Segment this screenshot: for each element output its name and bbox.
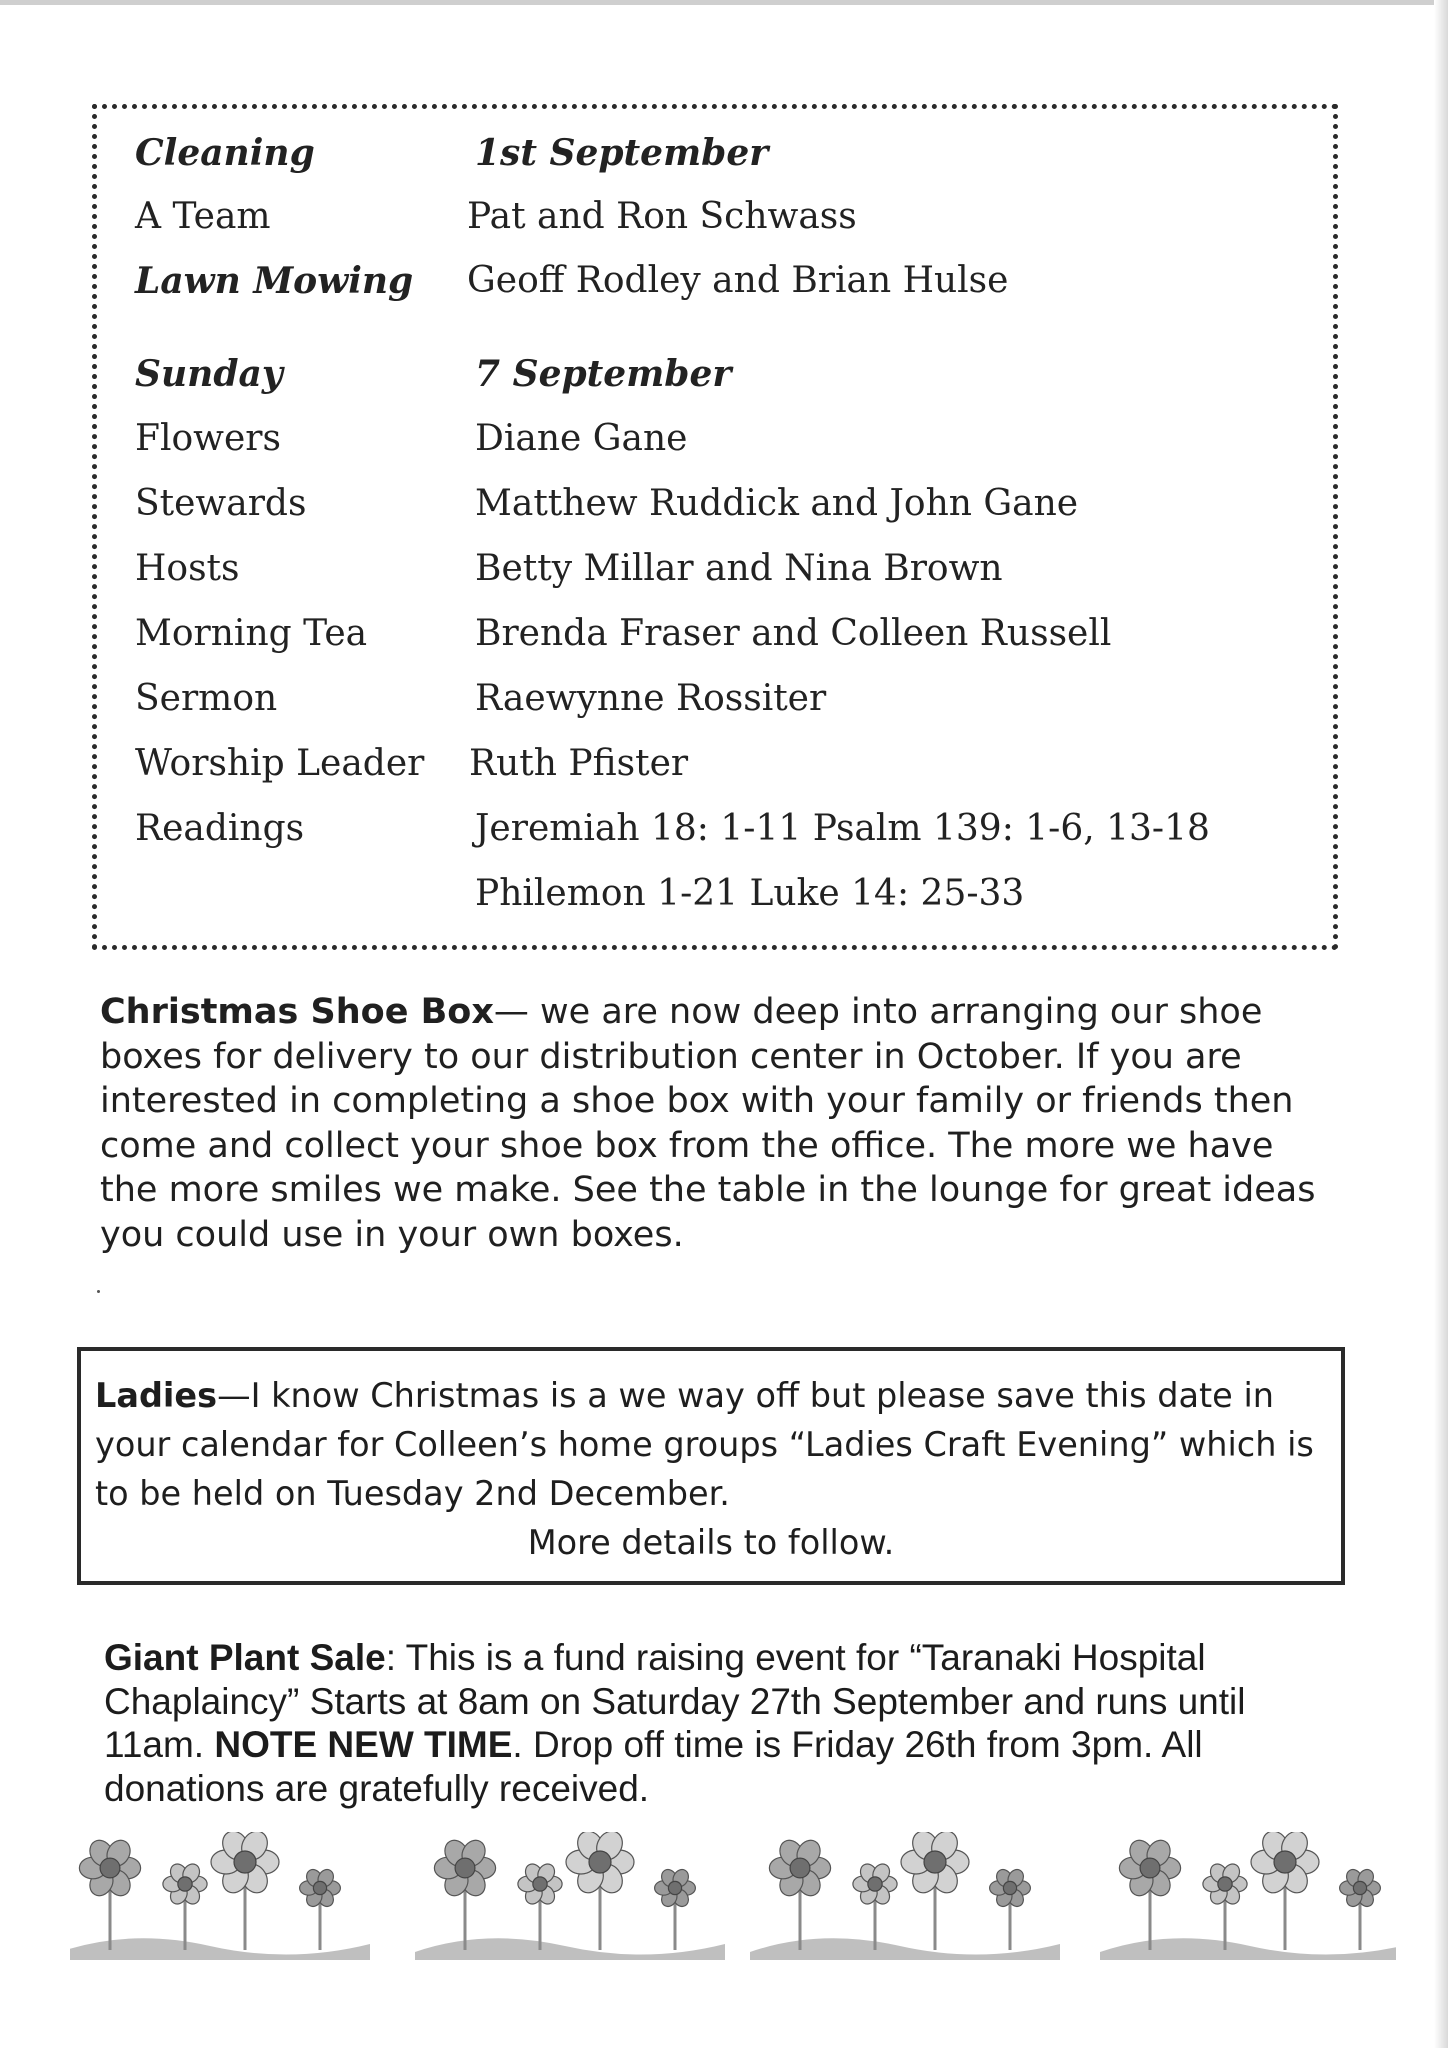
ladies-text: —I know Christmas is a we way off but please save this date in your calendar for Colleen’s home groups “Ladies Craft Evening” which is to be held on Tuesday 2nd December. bbox=[95, 1376, 1314, 1513]
ladies-heading: Ladies bbox=[95, 1376, 218, 1415]
cleaning-date: 1st September bbox=[475, 132, 769, 174]
sunday-label: Sunday bbox=[135, 353, 283, 395]
morning-tea-label: Morning Tea bbox=[135, 613, 368, 654]
plant-sale-heading: Giant Plant Sale bbox=[104, 1637, 386, 1678]
plant-sale-text-2: . Drop off time is Friday 26th from 3pm. All donations are gratefully received. bbox=[104, 1724, 1203, 1809]
a-team-value: Pat and Ron Schwass bbox=[467, 196, 857, 237]
readings-line-1: Jeremiah 18: 1-11 Psalm 139: 1-6, 13-18 bbox=[475, 808, 1210, 849]
readings-label: Readings bbox=[135, 808, 305, 849]
hosts-label: Hosts bbox=[135, 548, 240, 589]
hosts-value: Betty Millar and Nina Brown bbox=[475, 548, 1003, 589]
stewards-label: Stewards bbox=[135, 483, 307, 524]
stewards-value: Matthew Ruddick and John Gane bbox=[475, 483, 1079, 524]
page-right-edge bbox=[1434, 0, 1448, 2048]
ladies-paragraph bbox=[95, 1371, 1327, 1518]
a-team-label: A Team bbox=[135, 196, 271, 237]
sunday-date: 7 September bbox=[475, 353, 732, 395]
cleaning-label: Cleaning bbox=[135, 132, 315, 174]
page-top-edge bbox=[0, 0, 1448, 5]
shoe-box-notice bbox=[100, 990, 1340, 1257]
flower-border-icon bbox=[70, 1832, 1396, 1960]
morning-tea-value: Brenda Fraser and Colleen Russell bbox=[475, 613, 1112, 654]
shoe-box-text: — we are now deep into arranging our shoe boxes for delivery to our distribution center in October. If you are interested in completing a shoe box with your family or friends then come and collect your shoe box from the office. The more we have the more smiles we make. See the table in the lounge for great ideas you could use in your own boxes. bbox=[100, 992, 1316, 1255]
sermon-value: Raewynne Rossiter bbox=[475, 678, 827, 719]
sermon-label: Sermon bbox=[135, 678, 278, 719]
shoe-box-heading: Christmas Shoe Box bbox=[100, 992, 494, 1032]
ladies-notice-box bbox=[77, 1347, 1345, 1585]
roster-box bbox=[92, 104, 1338, 950]
worship-leader-value: Ruth Pfister bbox=[469, 743, 689, 784]
plant-sale-text-1: : This is a fund raising event for “Taranaki Hospital Chaplaincy” Starts at 8am on Saturday 27th September and runs until 11am. bbox=[104, 1637, 1246, 1765]
speck bbox=[97, 1290, 100, 1293]
ladies-more-details: More details to follow. bbox=[527, 1523, 895, 1562]
lawn-mowing-value: Geoff Rodley and Brian Hulse bbox=[467, 260, 1009, 301]
plant-sale-note: NOTE NEW TIME bbox=[214, 1724, 513, 1765]
readings-line-2: Philemon 1-21 Luke 14: 25-33 bbox=[475, 873, 1025, 914]
lawn-mowing-label: Lawn Mowing bbox=[135, 260, 414, 302]
flowers-label: Flowers bbox=[135, 418, 281, 459]
plant-sale-notice bbox=[104, 1636, 1344, 1810]
worship-leader-label: Worship Leader bbox=[135, 743, 425, 784]
flowers-value: Diane Gane bbox=[475, 418, 688, 459]
